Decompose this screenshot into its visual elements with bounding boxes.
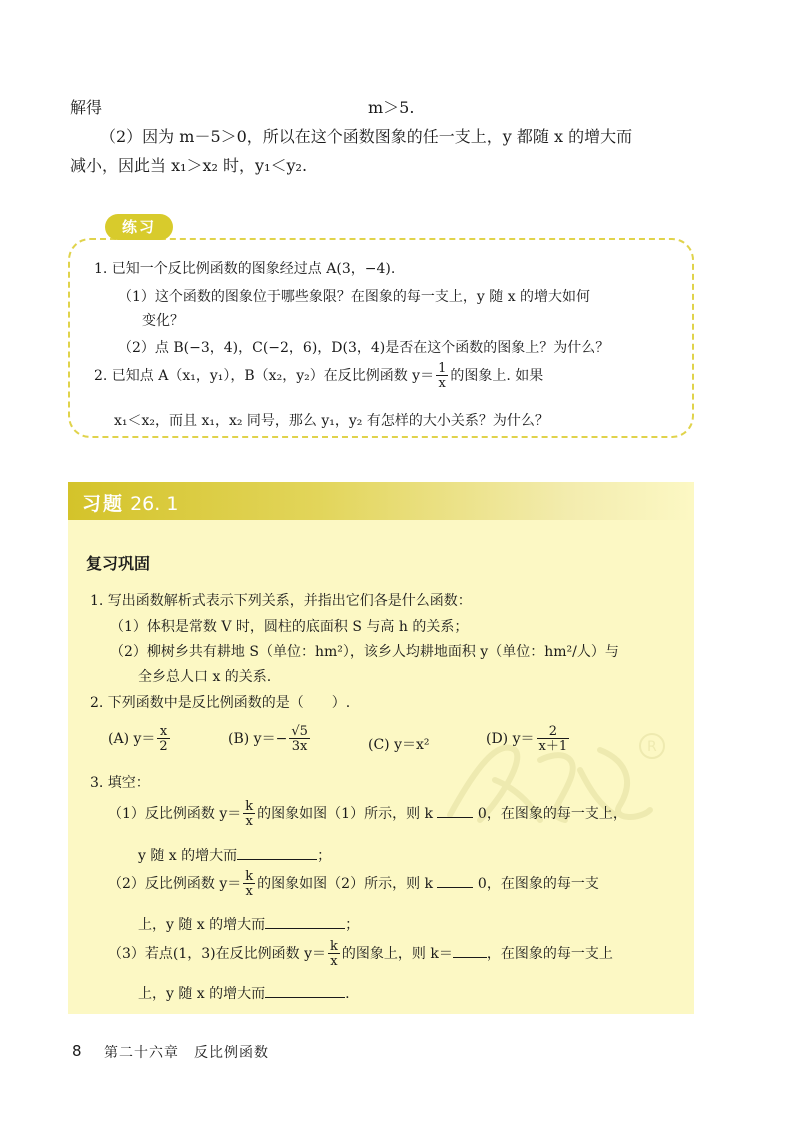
svg-text:R: R (647, 739, 657, 755)
practice-q1-1a: （1）这个函数的图象位于哪些象限？在图象的每一支上，y 随 x 的增大如何 (118, 289, 591, 305)
q3-1-post2: 0，在图象的每一支上， (477, 806, 627, 822)
exercise-title-label: 习题 (82, 493, 125, 515)
q3-2b-text: 上，y 随 x 的增大而 (138, 917, 266, 933)
practice-q1: 1. 已知一个反比例函数的图象经过点 A(3，−4). (94, 261, 396, 277)
answer-blank[interactable] (453, 943, 487, 958)
practice-q1-2: （2）点 B(−3，4)，C(−2，6)，D(3，4)是否在这个函数的图象上？为什么？ (118, 340, 610, 356)
option-expr-pre: y＝− (253, 731, 288, 747)
practice-q2a (94, 362, 543, 390)
exercise-q3-2 (108, 870, 599, 898)
punctuation: . (345, 986, 350, 1002)
fraction-denominator: x (245, 884, 253, 899)
exercise-q3: 3. 填空： (90, 775, 150, 791)
option-expr-pre: y＝ (512, 731, 535, 747)
punctuation: ； (317, 848, 332, 864)
fraction-numerator: k (330, 939, 338, 954)
answer-blank[interactable] (237, 845, 317, 860)
fraction (328, 940, 340, 968)
exercise-q1-2b: 全乡总人口 x 的关系. (138, 669, 272, 685)
solution-result: m＞5. (368, 98, 415, 117)
fraction (436, 362, 448, 390)
answer-blank[interactable] (265, 983, 345, 998)
practice-q2b: x₁＜x₂，而且 x₁，x₂ 同号，那么 y₁，y₂ 有怎样的大小关系？为什么？ (114, 413, 549, 429)
exercise-q3-1 (108, 800, 627, 828)
q3-3-pre: （3）若点(1，3)在反比例函数 y＝ (108, 946, 327, 962)
practice-q2a-post: 的图象上. 如果 (450, 368, 544, 384)
fraction (289, 725, 310, 753)
q3-3b-text: 上，y 随 x 的增大而 (138, 986, 266, 1002)
option-b (228, 725, 312, 753)
fraction (243, 800, 255, 828)
fraction (157, 725, 169, 753)
fraction-numerator: 2 (537, 725, 570, 739)
answer-blank[interactable] (437, 803, 473, 818)
q3-2-post2: 0，在图象的每一支 (477, 876, 599, 892)
exercise-title (82, 489, 178, 516)
fraction-denominator: 2 (159, 739, 168, 754)
exercise-q1: 1. 写出函数解析式表示下列关系，并指出它们各是什么函数： (90, 593, 472, 609)
exercise-q1-1: （1）体积是常数 V 时，圆柱的底面积 S 与高 h 的关系； (110, 619, 469, 635)
exercise-title-number: 26. 1 (130, 493, 179, 515)
fraction-numerator: 1 (438, 361, 447, 376)
fraction-numerator: x (157, 725, 169, 739)
fraction-denominator: x (330, 954, 338, 969)
chapter-title: 第二十六章 反比例函数 (104, 1045, 269, 1061)
fraction (537, 725, 570, 753)
fraction-numerator: k (245, 869, 254, 884)
q3-1-post: 的图象如图（1）所示，则 k (257, 806, 434, 822)
solution-line-2: （2）因为 m－5＞0，所以在这个函数图象的任一支上，y 都随 x 的增大而 (100, 127, 633, 146)
q3-2-post: 的图象如图（2）所示，则 k (257, 876, 434, 892)
option-c (368, 734, 430, 754)
fraction-denominator: x＋1 (538, 739, 568, 754)
practice-q2a-pre: 2. 已知点 A（x₁，y₁），B（x₂，y₂）在反比例函数 y＝ (94, 368, 435, 384)
option-label: (D) (486, 731, 509, 747)
option-a (108, 725, 172, 753)
practice-q1-1b: 变化？ (142, 313, 184, 329)
solution-line-3: 减小，因此当 x₁＞x₂ 时，y₁＜y₂. (70, 156, 308, 175)
option-label: (A) (108, 731, 130, 747)
practice-label: 练习 (105, 214, 173, 240)
exercise-q3-2b (138, 914, 359, 934)
q3-3-post2: ，在图象的每一支上 (486, 946, 613, 962)
q3-2-pre: （2）反比例函数 y＝ (108, 876, 242, 892)
exercise-q3-3 (108, 940, 613, 968)
solution-label: 解得 (70, 98, 103, 117)
q3-1b-text: y 随 x 的增大而 (138, 848, 238, 864)
answer-blank[interactable] (437, 873, 473, 888)
exercise-q1-2a: （2）柳树乡共有耕地 S（单位：hm²），该乡人均耕地面积 y（单位：hm²/人）与 (110, 644, 619, 660)
exercise-q3-1b (138, 845, 331, 865)
page-number: 8 (72, 1042, 82, 1060)
option-d (486, 725, 571, 753)
fraction-numerator: √5 (291, 724, 308, 739)
option-expr-pre: y＝ (133, 731, 156, 747)
q3-1-pre: （1）反比例函数 y＝ (108, 806, 242, 822)
fraction-denominator: x (438, 376, 446, 391)
punctuation: ； (345, 917, 360, 933)
option-label: (B) (228, 731, 250, 747)
q3-3-post: 的图象上，则 k＝ (341, 946, 453, 962)
answer-blank[interactable] (265, 914, 345, 929)
section-title-review: 复习巩固 (86, 554, 151, 573)
fraction-numerator: k (245, 799, 254, 814)
exercise-q2: 2. 下列函数中是反比例函数的是（ ）. (90, 695, 351, 711)
fraction-denominator: x (245, 814, 253, 829)
option-label: (C) (368, 737, 390, 753)
fraction-denominator: 3x (291, 739, 308, 754)
exercise-q3-3b (138, 983, 350, 1003)
fraction (243, 870, 255, 898)
option-expr: y＝x² (394, 737, 430, 753)
